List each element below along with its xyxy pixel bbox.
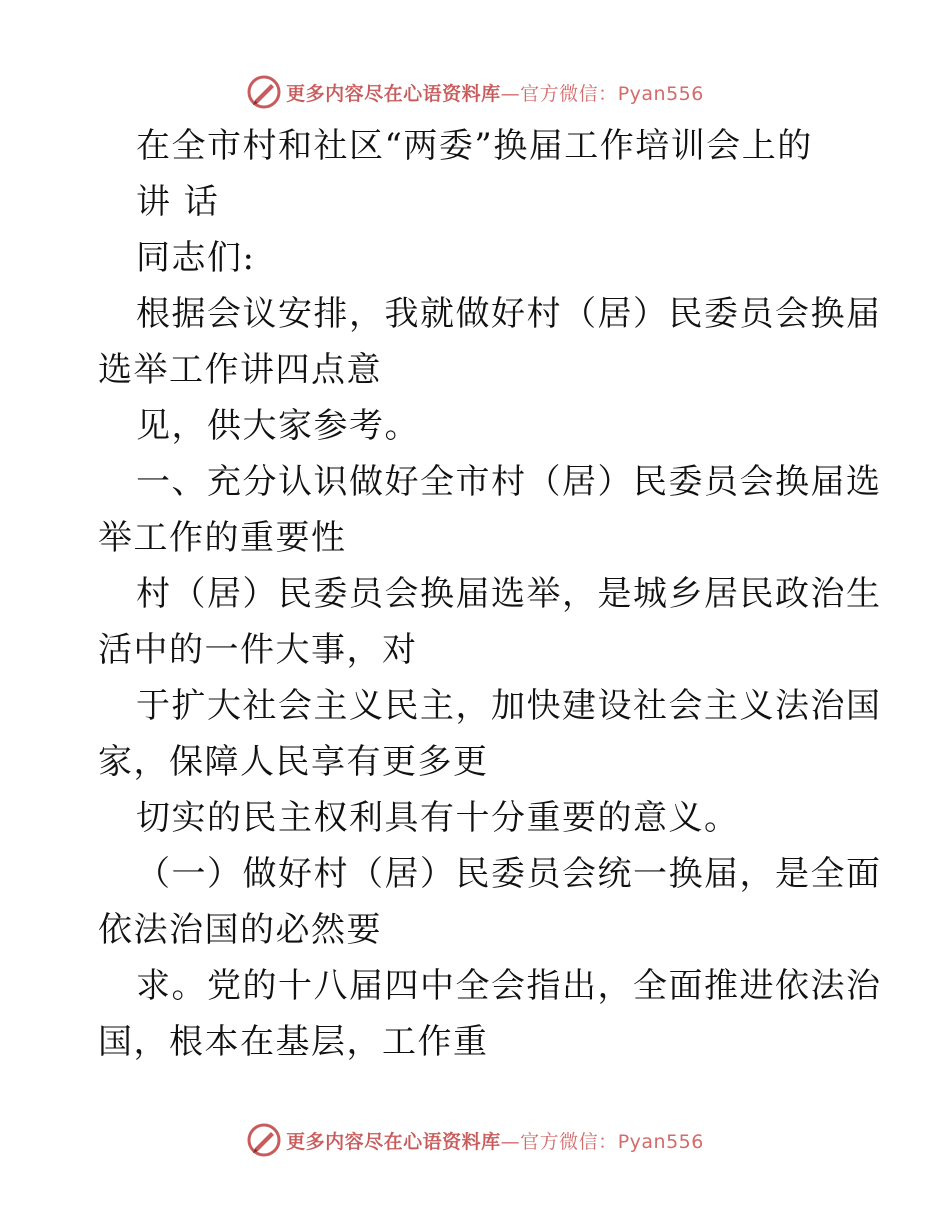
watermark-text: 更多内容尽在心语资料库—官方微信：Pyan556 (286, 1130, 704, 1153)
paragraph-line: 切实的民主权利具有十分重要的意义。 (136, 798, 740, 838)
document-body (98, 118, 882, 1070)
paragraph-line: 根据会议安排，我就做好村（居）民委员会换届 (136, 294, 882, 334)
paragraph-line: 于扩大社会主义民主，加快建设社会主义法治国 (136, 686, 882, 726)
paragraph-line: 选举工作讲四点意 (98, 350, 382, 390)
watermark-text: 更多内容尽在心语资料库—官方微信：Pyan556 (286, 82, 704, 105)
paragraph-line: 见，供大家参考。 (136, 406, 420, 446)
paragraph-line: 国，根本在基层，工作重 (98, 1022, 489, 1062)
title-line-2: 讲 话 (136, 182, 220, 222)
watermark-banner-top (0, 70, 950, 114)
pen-circle-logo-icon (246, 1122, 282, 1158)
paragraph-line: 求。党的十八届四中全会指出，全面推进依法治 (136, 966, 882, 1006)
watermark-banner-bottom (0, 1118, 950, 1162)
paragraph-line: 家，保障人民享有更多更 (98, 742, 489, 782)
pen-circle-logo-icon (246, 74, 282, 110)
subsection-heading-line: 依法治国的必然要 (98, 910, 382, 950)
subsection-heading-line: （一）做好村（居）民委员会统一换届，是全面 (136, 854, 882, 894)
section-heading-line: 一、充分认识做好全市村（居）民委员会换届选 (136, 462, 882, 502)
section-heading-line: 举工作的重要性 (98, 518, 347, 558)
paragraph-line: 村（居）民委员会换届选举，是城乡居民政治生 (136, 574, 882, 614)
salutation: 同志们: (136, 238, 256, 278)
paragraph-line: 活中的一件大事，对 (98, 630, 418, 670)
title-line-1: 在全市村和社区“两委”换届工作培训会上的 (136, 126, 813, 166)
